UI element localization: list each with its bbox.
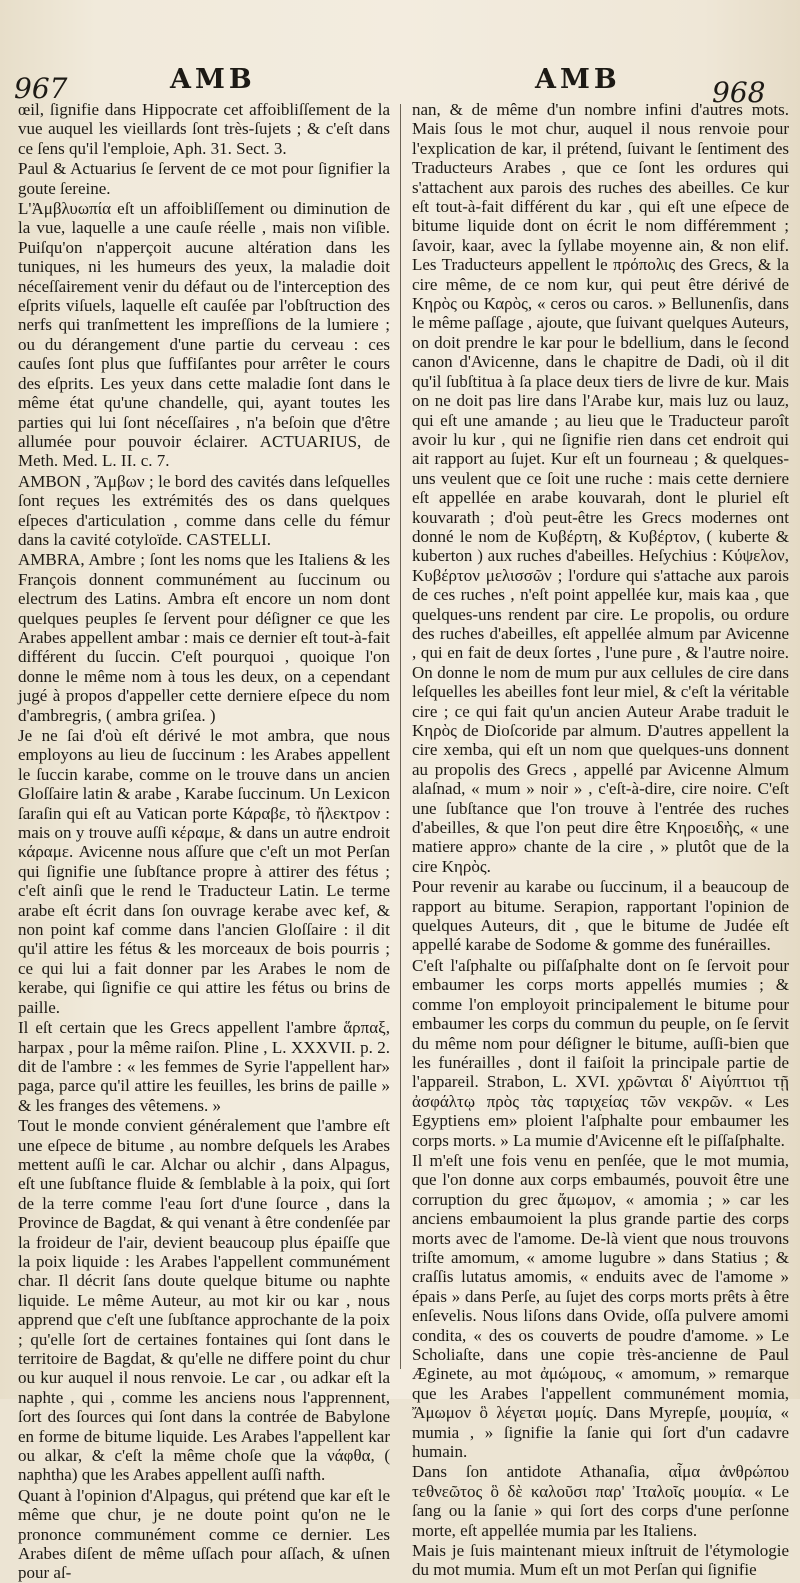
paragraph: Pour revenir au karabe ou ſuccinum, il a beaucoup de rapport au bitume. Serapion, rapportant l'opinion de quelques Auteurs, dit , que le bitume de Judée eſt appellé karabe de Sodome & gomme des funérailles. xyxy=(412,877,789,955)
page-number-left: 967 xyxy=(14,72,68,105)
entry-ambon: AMBON , Ἄμβων ; le bord des cavités dans leſquelles ſont reçues les extrémités des os dans quelques eſpeces d'articulation , comme dans celle du fémur dans la cavité cotyloïde. CASTELLI. xyxy=(18,471,390,549)
paragraph: Je ne ſai d'où eſt dérivé le mot ambra, que nous employons au lieu de ſuccinum : les Arabes appellent le ſuccin karabe, comme on le trouve dans un ancien Gloſſaire latin & arabe , Karabe ſuccinum. Un Lexicon ſaraſin qui eſt au Vatican porte Κάραβε, τὸ ἤλεκτρον : mais on y trouve auſſi κέραμε, & dans un autre endroit κάραμε. Avicenne nous aſſure que c'eſt un mot Perſan qui ſignifie une ſubſtance propre à attirer des fétus ; c'eſt ainſi que le rend le Traducteur Latin. Le terme arabe eſt écrit dans ſon ouvrage kerabe avec kef, & non point kaf comme dans l'ancien Gloſſaire : il dit qu'il attire les fétus & les morceaux de bois pourris ; ce qui lui a fait donner par les Arabes le nom de kerabe, qui ſignifie ce qui attire les fétus ou brins de paille. xyxy=(18,726,390,1017)
page-number-right: 968 xyxy=(712,76,766,109)
paragraph: Paul & Actuarius ſe ſervent de ce mot pour ſignifier la goute ſereine. xyxy=(18,159,390,198)
paragraph: œil, ſignifie dans Hippocrate cet affoibliſſement de la vue auquel les vieillards ſont très-ſujets ; & c'eſt dans ce ſens qu'il l'emploie, Aph. 31. Sect. 3. xyxy=(18,100,390,158)
paragraph: nan, & de même d'un nombre infini d'autres mots. Mais ſous le mot chur, auquel il nous renvoie pour l'explication de kar, il prétend, ſuivant le ſentiment des Traducteurs Arabes , que ce ſont les ordures qui s'attachent aux parois des ruches des abeilles. Ce kur eſt tout-à-fait différent du kar , qui eſt une eſpece de bitume liquide dont on écrit le nom différemment ; ſavoir, kaar, avec la ſyllabe moyenne ain, & non elif. Les Traducteurs appellent le πρόπολις des Grecs, & la cire même, de ce nom kur, qui peut être dérivé de Κηρὸς ou Καρὸς, « ceros ou caros. » Bellunenſis, dans le même paſſage , ajoute, que ſuivant quelques Auteurs, on doit prendre le kar pour le bdellium, dans le ſecond canon d'Avicenne, dans le chapitre de Dadi, où il dit qu'il ſubſtitua à ſa place deux tiers de livre de kur. Mais on ne doit pas lire dans l'Arabe kur, mais luz ou lauz, qui eſt une amande ; au lieu que le Traducteur paroît avoir lu kur , qui ne ſignifie rien dans cet endroit qui ait rapport au ſujet. Kur eſt un fourneau ; & quelques-uns veulent que ce ſoit une ruche : mais cette derniere eſt appellée en arabe kouvarah, dont le pluriel eſt kouvarath ; d'où peut-être les Grecs modernes ont donné le nom de Κυβέρτη, & Κυβέρτον, ( kuberte & kuberton ) aux ruches d'abeilles. Heſychius : Κύψελον, Κυβέρτον μελισσῶν ; l'ordure qui s'attache aux parois de ces ruches , n'eſt point appellée kur, mais kaa , que quelques-uns rendent par cire. Le propolis, ou ordure des ruches d'abeilles, eſt appellée almum par Avicenne , qui en fait de deux ſortes , l'une pure , & l'autre noire. On donne le nom de mum pur aux cellules de cire dans leſquelles les abeilles font leur miel, & c'eſt la véritable cire ; ce qui fait qu'un ancien Auteur Arabe traduit le Κηρὸς de Dioſcoride par almum. D'autres appellent la cire xemba, qui eſt un nom que quelques-uns donnent au propolis des Grecs , appellé par Avicenne Almum alaſnad, « mum » noir » , c'eſt-à-dire, cire noire. C'eſt une ſubſtance que l'on trouve à l'entrée des ruches d'abeilles, & que l'on peut dire être Κηροειδὴς, « une matiere appro» chante de la cire , » plutôt que de la cire Κηρὸς. xyxy=(412,100,789,876)
paragraph: Dans ſon antidote Athanaſia, αἷμα ἀνθρώπου τεθνεῶτος ὃ δὲ καλοῦσι παρ' Ἰταλοῖς μουμία. « Le ſang ou la ſanie » qui ſort des corps d'une perſonne morte, eſt appellée mumia par les Italiens. xyxy=(412,1462,789,1540)
running-title-right: AMB xyxy=(535,64,621,95)
paragraph: L'Ἀμβλυωπία eſt un affoibliſſement ou diminution de la vue, laquelle a une cauſe réelle , mais non viſible. Puiſqu'on n'apperçoit aucune altération dans les tuniques, ni les humeurs des yeux, la maladie doit néceſſairement venir du défaut ou de l'interception des eſprits viſuels, laquelle eſt cauſée par l'obſtruction des nerfs qui tranſmettent les impreſſions de la lumiere ; ou du dérangement d'une partie du cerveau : ces cauſes ſont plus que ſuffiſantes pour arrêter le cours des eſprits. Les yeux dans cette maladie ſont dans le même état qu'une chandelle, qui, ayant toutes les parties qui lui ſont néceſſaires , n'a beſoin que d'être allumée pour pouvoir éclairer. ACTUARIUS, de Meth. Med. L. II. c. 7. xyxy=(18,199,390,471)
paragraph: Tout le monde convient généralement que l'ambre eſt une eſpece de bitume , au nombre deſquels les Arabes mettent auſſi le car. Alchar ou alchir , dans Alpagus, eſt une ſubſtance fluide & ſemblable à la poix, qui ſort de la terre comme l'eau ſort d'une ſource , dans la Province de Bagdat, & qui venant à être condenſée par la froideur de l'air, devient beaucoup plus épaiſſe que la poix liquide : les Arabes l'appellent communément char. Il décrit ſans doute quelque bitume ou naphte liquide. Le même Auteur, au mot kir ou kar , nous apprend que c'eſt une ſubſtance approchante de la poix ; qu'elle ſort de certaines fontaines qui ſont dans le territoire de Bagdat, & qu'elle ne differe point du chur ou kur auquel il nous renvoie. Le car , ou adkar eſt la naphte , qui , comme les anciens nous l'apprennent, ſort des ſources qui ſont dans la contrée de Babylone en forme de bitume liquide. Les Arabes l'appellent kar ou alkar, & c'eſt la même choſe que la νάφθα, ( naphtha) que les Arabes appellent auſſi nafth. xyxy=(18,1116,390,1485)
paragraph: Quant à l'opinion d'Alpagus, qui prétend que kar eſt le même que chur, je ne doute point qu'on ne le prononce communément comme ce dernier. Les Arabes diſent de même uſſach pour aſſach, & uſnen pour aſ- xyxy=(18,1485,390,1583)
left-column xyxy=(18,100,390,1583)
running-title-left: AMB xyxy=(170,64,256,95)
column-divider xyxy=(400,104,401,1369)
paragraph: C'eſt l'aſphalte ou piſſaſphalte dont on ſe ſervoit pour embaumer les corps morts appellés mumies ; & comme l'on employoit principalement le bitume pour embaumer les corps du commun du peuple, on ſe ſervit du même nom pour déſigner le bitume, auſſi-bien que les funérailles , dont il faiſoit la principale partie de l'appareil. Strabon, L. XVI. χρῶνται δ' Αἰγύπτιοι τῇ ἀσφάλτῳ πρὸς τὰς ταριχείας τῶν νεκρῶν. « Les Egyptiens em» ploient l'aſphalte pour embaumer les corps morts. » La mumie d'Avicenne eſt le piſſaſphalte. xyxy=(412,955,789,1150)
paragraph: Mais je ſuis maintenant mieux inſtruit de l'étymologie du mot mumia. Mum eſt un mot Perſan qui ſignifie xyxy=(412,1541,789,1580)
paragraph: Il m'eſt une fois venu en penſée, que le mot mumia, que l'on donne aux corps embaumés, pouvoit être une corruption du grec ἄμωμον, « amomia ; » car les anciens embaumoient la plus grande partie des corps morts avec de l'amome. De-là vient que nous trouvons triſte amomum, « amome lugubre » dans Statius ; & craſſis lutatus amomis, « enduits avec de l'amome » épais » dans Perſe, au ſujet des corps morts prêts à être enſevelis. Nous liſons dans Ovide, oſſa pulvere amomi condita, « des os couverts de poudre d'amome. » Le Scholiaſte, dans une copie très-ancienne de Paul Æginete, au mot ἀμώμους, « amomum, » remarque que les Arabes l'appellent communément momia, Ἄμωμον ὃ λέγεται μομίς. Dans Myrepſe, μουμία, « mumia , » ſignifie la ſanie qui ſort d'un cadavre humain. xyxy=(412,1150,789,1462)
right-column xyxy=(412,100,789,1580)
paragraph: Il eſt certain que les Grecs appellent l'ambre ἅρπαξ, harpax , pour la même raiſon. Pline , L. XXXVII. p. 2. dit de l'ambre : « les femmes de Syrie l'appellent har» paga, parce qu'il attire les feuilles, les brins de paille » & les franges des vêtemens. » xyxy=(18,1018,390,1115)
entry-ambra: AMBRA, Ambre ; ſont les noms que les Italiens & les François donnent communément au ſuccinum ou electrum des Latins. Ambra eſt encore un nom dont quelques peuples ſe ſervent pour déſigner ce que les Arabes appellent ambar : mais ce dernier eſt tout-à-fait différent du ſuccin. C'eſt pourquoi , quoique l'on donne le même nom à tous les deux, on a cependant jugé à propos d'appeller cette derniere eſpece du nom d'ambregris, ( ambra griſea. ) xyxy=(18,550,390,725)
